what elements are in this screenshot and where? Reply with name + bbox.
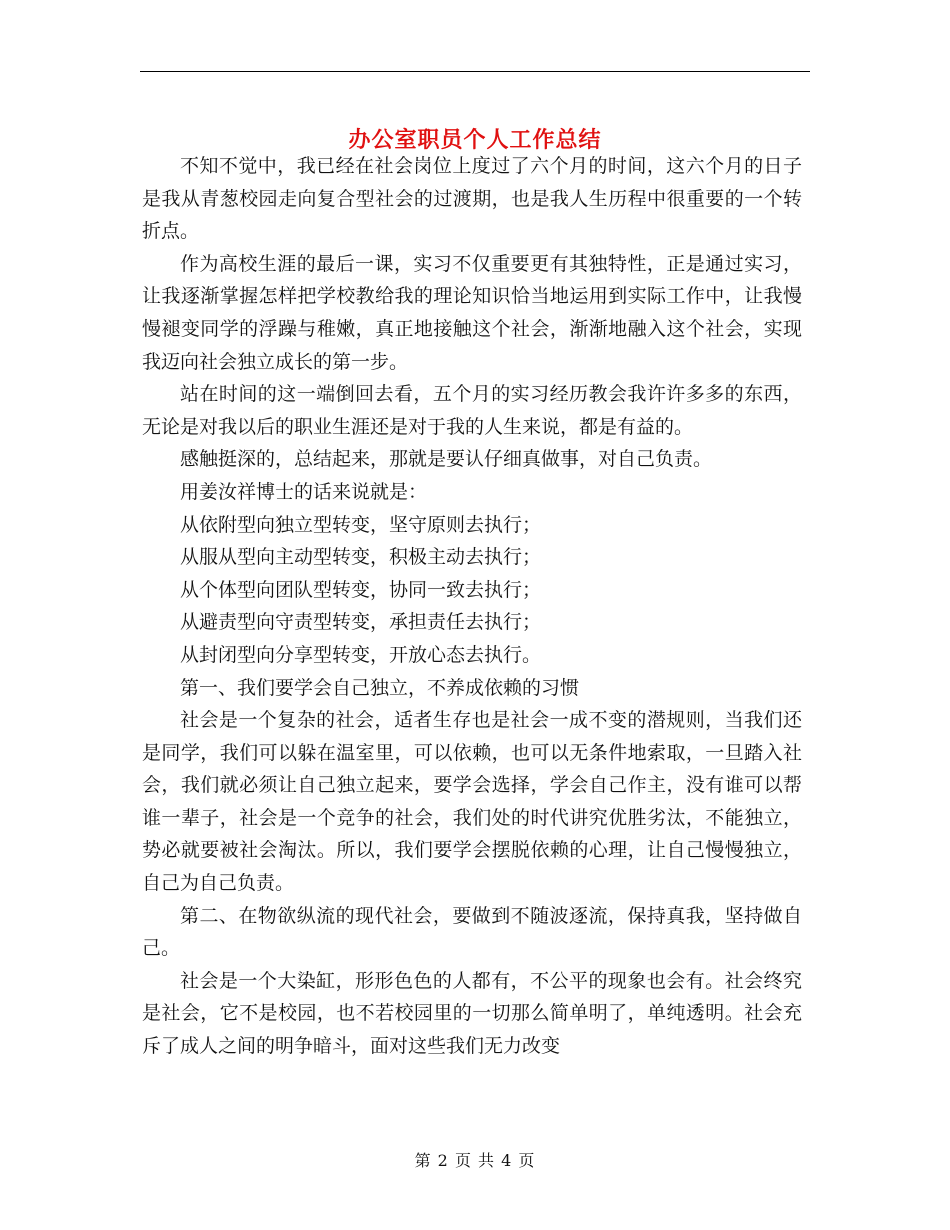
list-item: 从避责型向守责型转变，承担责任去执行；: [180, 611, 542, 634]
header-rule: [140, 71, 810, 72]
paragraph: 不知不觉中，我已经在社会岗位上度过了六个月的时间，这六个月的日子是我从青葱校园走向复合型社会的过渡期，也是我人生历程中很重要的一个转折点。: [142, 155, 802, 243]
list-item: 从服从型向主动型转变，积极主动去执行；: [180, 546, 542, 569]
document-body: [142, 150, 802, 1063]
list-item: 从封闭型向分享型转变，开放心态去执行。: [180, 643, 542, 666]
paragraph: 社会是一个大染缸，形形色色的人都有，不公平的现象也会有。社会终究是社会，它不是校园，也不若校园里的一切那么简单明了，单纯透明。社会充斥了成人之间的明争暗斗，面对这些我们无力改变: [142, 969, 802, 1058]
paragraph: 站在时间的这一端倒回去看，五个月的实习经历教会我许许多多的东西，无论是对我以后的职业生涯还是对于我的人生来说，都是有益的。: [142, 383, 802, 438]
document-title: 办公室职员个人工作总结: [348, 126, 602, 153]
paragraph: 作为高校生涯的最后一课，实习不仅重要更有其独特性，正是通过实习，让我逐渐掌握怎样把学校教给我的理论知识恰当地运用到实际工作中，让我慢慢褪变同学的浮躁与稚嫩，真正地接触这个社会，渐渐地融入这个社会，实现我迈向社会独立成长的第一步。: [142, 252, 802, 373]
paragraph: 感触挺深的，总结起来，那就是要认仔细真做事，对自己负责。: [180, 448, 713, 471]
paragraph: 社会是一个复杂的社会，适者生存也是社会一成不变的潜规则，当我们还是同学，我们可以躲在温室里，可以依赖，也可以无条件地索取，一旦踏入社会，我们就必须让自己独立起来，要学会选择，学会自己作主，没有谁可以帮谁一辈子，社会是一个竞争的社会，我们处的时代讲究优胜劣汰，不能独立，势必就要被社会淘汰。所以，我们要学会摆脱依赖的心理，让自己慢慢独立，自己为自己负责。: [142, 709, 802, 895]
page-footer: 第 2 页 共 4 页: [414, 1151, 536, 1170]
list-item: 从个体型向团队型转变，协同一致去执行；: [180, 578, 542, 601]
section-heading: 第二、在物欲纵流的现代社会，要做到不随波逐流，保持真我，坚持做自己。: [142, 904, 802, 960]
section-heading: 第一、我们要学会自己独立，不养成依赖的习惯: [180, 676, 580, 699]
list-item: 从依附型向独立型转变，坚守原则去执行；: [180, 513, 542, 536]
paragraph: 用姜汝祥博士的话来说就是：: [180, 480, 428, 503]
